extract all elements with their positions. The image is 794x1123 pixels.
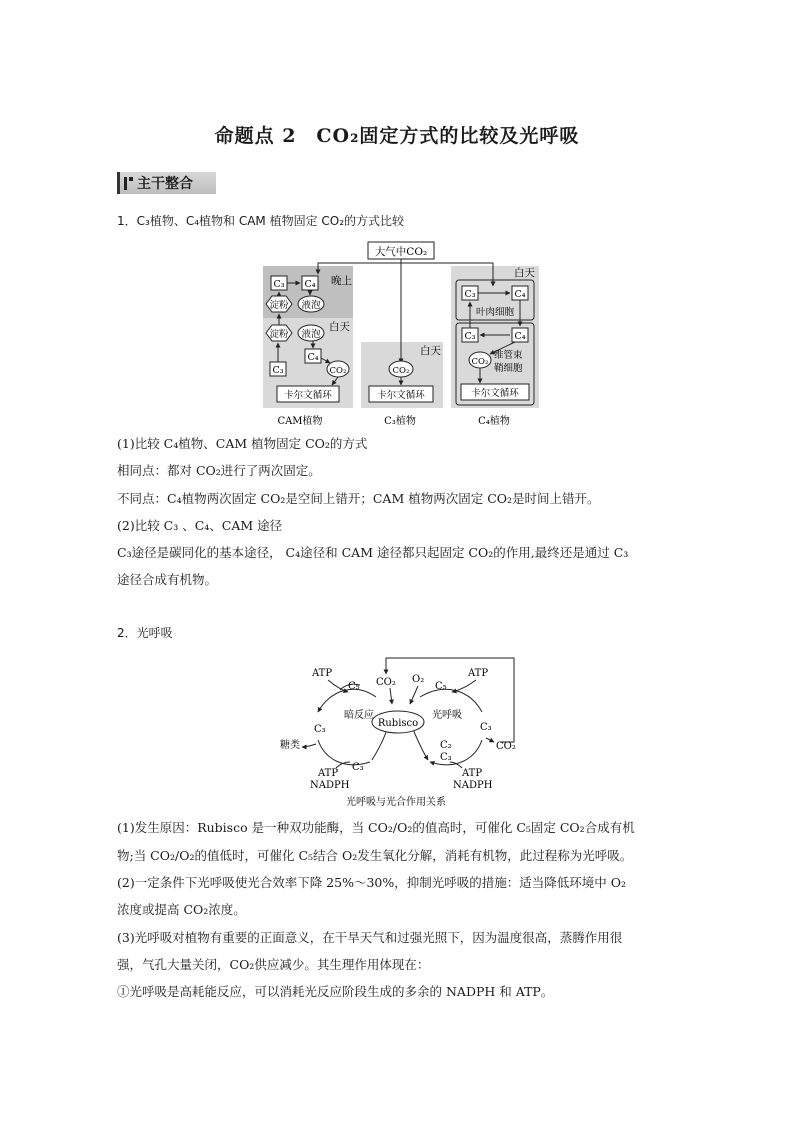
c4-co2: CO₂: [471, 357, 489, 367]
s1-line1: (1)比较 C₄植物、CAM 植物固定 CO₂的方式: [117, 436, 368, 451]
page-title: 命题点 2 CO₂固定方式的比较及光呼吸: [214, 125, 580, 147]
figure2-caption: 光呼吸与光合作用关系: [346, 797, 446, 808]
atp-right-bottom: ATP: [462, 768, 483, 779]
s1-line2: 相同点：都对 CO₂进行了两次固定。: [117, 463, 321, 478]
section1-heading: 1．C₃植物、C₄植物和 CAM 植物固定 CO₂的方式比较: [117, 214, 405, 228]
section-marker-icon: [124, 177, 133, 190]
s1-line5: C₃途径是碳同化的基本途径， C₄途径和 CAM 途径都只起固定 CO₂的作用,最终还是通过 C₃: [117, 545, 629, 560]
atp-left-top: ATP: [312, 668, 333, 679]
c3-co2: CO₂: [392, 366, 410, 376]
cam-vacuole-day: 液泡: [301, 329, 321, 340]
s2-line1: (1)发生原因：Rubisco 是一种双功能酶，当 CO₂/O₂的值高时，可催化 C₅固定 CO₂合成有机: [117, 820, 635, 835]
cam-calvin: 卡尔文循环: [284, 390, 332, 401]
atp-right-top: ATP: [468, 668, 489, 679]
s2-line6: 强，气孔大量关闭，CO₂供应减少。其生理作用体现在：: [117, 957, 430, 972]
nadph-right-bottom: NADPH: [453, 780, 493, 791]
caption-c4: C₄植物: [478, 416, 510, 427]
cam-starch-night: 淀粉: [269, 300, 289, 311]
photorespiration-diagram: [0, 652, 794, 812]
c4-c4-mesophyll: C₄: [514, 289, 526, 300]
caption-cam: CAM植物: [277, 416, 323, 427]
atp-left-bottom: ATP: [318, 768, 339, 779]
c4-mesophyll-label: 叶肉细胞: [475, 307, 515, 318]
caption-c3: C₃植物: [384, 416, 416, 427]
cam-c3-day: C₃: [272, 365, 284, 376]
c5-right: C₅: [435, 681, 447, 692]
c3-left-lower: C₃: [352, 762, 364, 773]
cam-night-label: 晚上: [331, 275, 352, 287]
o2-top: O₂: [412, 674, 425, 685]
section-tag: [117, 172, 216, 194]
photorespiration-label: 光呼吸: [432, 710, 462, 721]
c2-right-1: C₂: [440, 740, 452, 751]
cam-starch-day: 淀粉: [269, 329, 289, 340]
c4-bundle-label: 维管束: [494, 350, 523, 361]
s1-line6: 途径合成有机物。: [117, 572, 218, 587]
s1-line4: (2)比较 C₃ 、C₄、CAM 途径: [117, 518, 283, 533]
c4-c3-mesophyll: C₃: [464, 289, 476, 300]
cam-c4-day: C₄: [307, 352, 319, 363]
s2-line5: (3)光呼吸对植物有重要的正面意义，在干旱天气和过强光照下，因为温度很高，蒸腾作用很: [117, 930, 623, 945]
cam-c4-top: C₄: [304, 279, 316, 290]
s2-line7: ①光呼吸是高耗能反应，可以消耗光反应阶段生成的多余的 NADPH 和 ATP。: [117, 984, 554, 999]
rubisco-label: Rubisco: [377, 718, 419, 729]
s2-line2: 物;当 CO₂/O₂的值低时，可催化 C₅结合 O₂发生氧化分解，消耗有机物，此过程称为光呼吸。: [117, 848, 633, 863]
dark-reaction-label: 暗反应: [344, 710, 374, 721]
c3-right-lower: C₃: [440, 752, 452, 763]
s1-line3: 不同点：C₄植物两次固定 CO₂是空间上错开；CAM 植物两次固定 CO₂是时间上错开。: [117, 491, 600, 506]
section2-heading: 2．光呼吸: [117, 626, 173, 640]
s2-line3: (2)一定条件下光呼吸使光合效率下降 25%～30%，抑制光呼吸的措施：适当降低环境中 O₂: [117, 875, 626, 890]
cam-c3-top: C₃: [273, 279, 285, 290]
c4-c3-bundle: C₃: [464, 331, 476, 342]
co2-right: CO₂: [496, 741, 516, 752]
atm-co2-label: 大气中CO₂: [374, 246, 428, 258]
co2-fixation-diagram: [0, 236, 794, 436]
c3-day-label: 白天: [420, 345, 441, 357]
c3-right-upper: C₃: [480, 722, 492, 733]
c4-sheath-label: 鞘细胞: [494, 363, 523, 374]
cam-day-label: 白天: [329, 321, 350, 333]
c3-left-upper: C₃: [314, 724, 326, 735]
co2-top: CO₂: [376, 677, 396, 688]
c3-calvin: 卡尔文循环: [377, 390, 425, 401]
c4-day-label: 白天: [514, 267, 535, 279]
cam-co2: CO₂: [329, 366, 347, 376]
section-tag-label: 主干整合: [137, 176, 193, 192]
cam-vacuole-night: 液泡: [301, 300, 321, 311]
c5-left: C₅: [348, 681, 360, 692]
c4-calvin: 卡尔文循环: [471, 388, 519, 399]
c4-c4-bundle: C₄: [514, 331, 526, 342]
sugar-label: 糖类: [280, 740, 300, 751]
nadph-left-bottom: NADPH: [310, 780, 350, 791]
s2-line4: 浓度或提高 CO₂浓度。: [117, 902, 246, 917]
